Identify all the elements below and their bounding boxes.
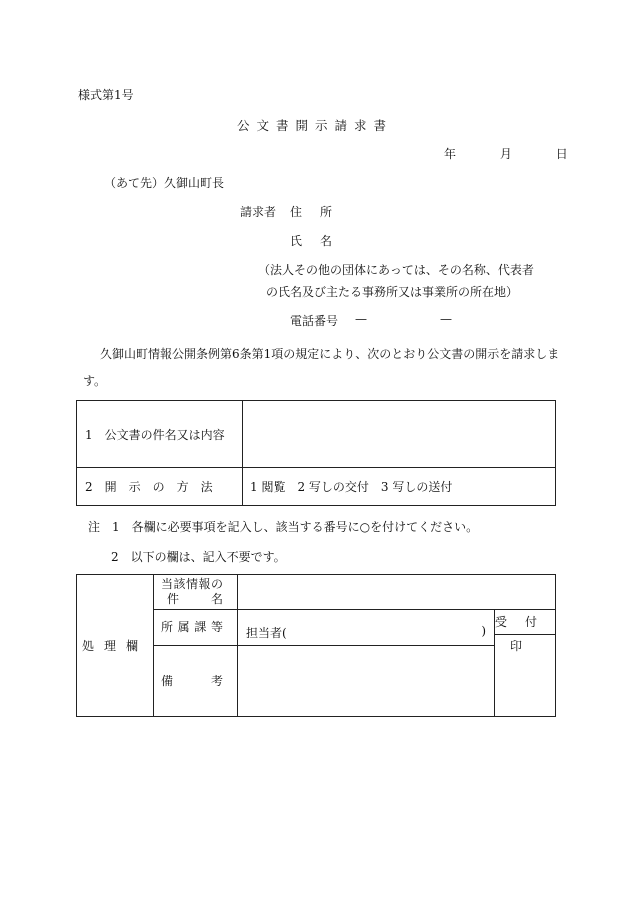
body-text-line2: す。 — [83, 374, 107, 388]
info-name-field[interactable] — [238, 575, 556, 610]
note-1: 注 1 各欄に必要事項を記入し、該当する番号に○を付けてください。 — [88, 520, 479, 534]
document-subject-label: 1 公文書の件名又は内容 — [77, 401, 243, 468]
note-2: 2 以下の欄は、記入不要です。 — [111, 550, 286, 564]
table-row — [77, 575, 556, 610]
department-label: 所属課等 — [154, 610, 238, 646]
processing-section-label: 処理欄 — [77, 575, 154, 717]
body-text-line1: 久御山町情報公開条例第6条第1項の規定により、次のとおり公文書の開示を請求しま — [100, 347, 560, 361]
remarks-field[interactable] — [238, 646, 495, 717]
phone-dash-2: — — [440, 312, 452, 326]
date-month: 月 — [499, 147, 512, 161]
corporation-note-line1: （法人その他の団体にあっては、その名称、代表者 — [258, 263, 534, 277]
remarks-label: 備考 — [154, 646, 238, 717]
table-row — [77, 401, 556, 468]
corporation-note-line2: の氏名及び主たる事務所又は事業所の所在地） — [266, 285, 519, 299]
close-paren: ) — [481, 624, 486, 638]
phone-label: 電話番号 — [290, 314, 339, 328]
date-day: 日 — [555, 147, 568, 161]
address-label: 住所 — [290, 205, 351, 219]
table-row — [77, 468, 556, 506]
date-year: 年 — [444, 147, 457, 161]
date-line — [444, 145, 586, 162]
processing-table — [76, 574, 556, 717]
disclosure-method-options[interactable]: 1 閲覧 2 写しの交付 3 写しの送付 — [243, 468, 556, 506]
receipt-stamp-cell — [495, 610, 556, 717]
requester-label: 請求者 — [240, 205, 277, 219]
person-in-charge-field[interactable] — [238, 610, 495, 646]
page-title: 公文書開示請求書 — [236, 118, 393, 133]
disclosure-method-label: 2 開 示 の 方 法 — [77, 468, 243, 506]
phone-dash-1: — — [355, 312, 367, 326]
info-name-label: 当該情報の 件名 — [154, 575, 238, 610]
person-in-charge-label: 担当者( — [246, 626, 287, 640]
form-number: 様式第1号 — [78, 88, 134, 102]
document-subject-field[interactable] — [243, 401, 556, 468]
name-label: 氏名 — [290, 234, 351, 248]
request-table — [76, 400, 556, 506]
addressee: （あて先）久御山町長 — [104, 176, 225, 190]
receipt-stamp-label: 受付印 — [495, 610, 555, 635]
